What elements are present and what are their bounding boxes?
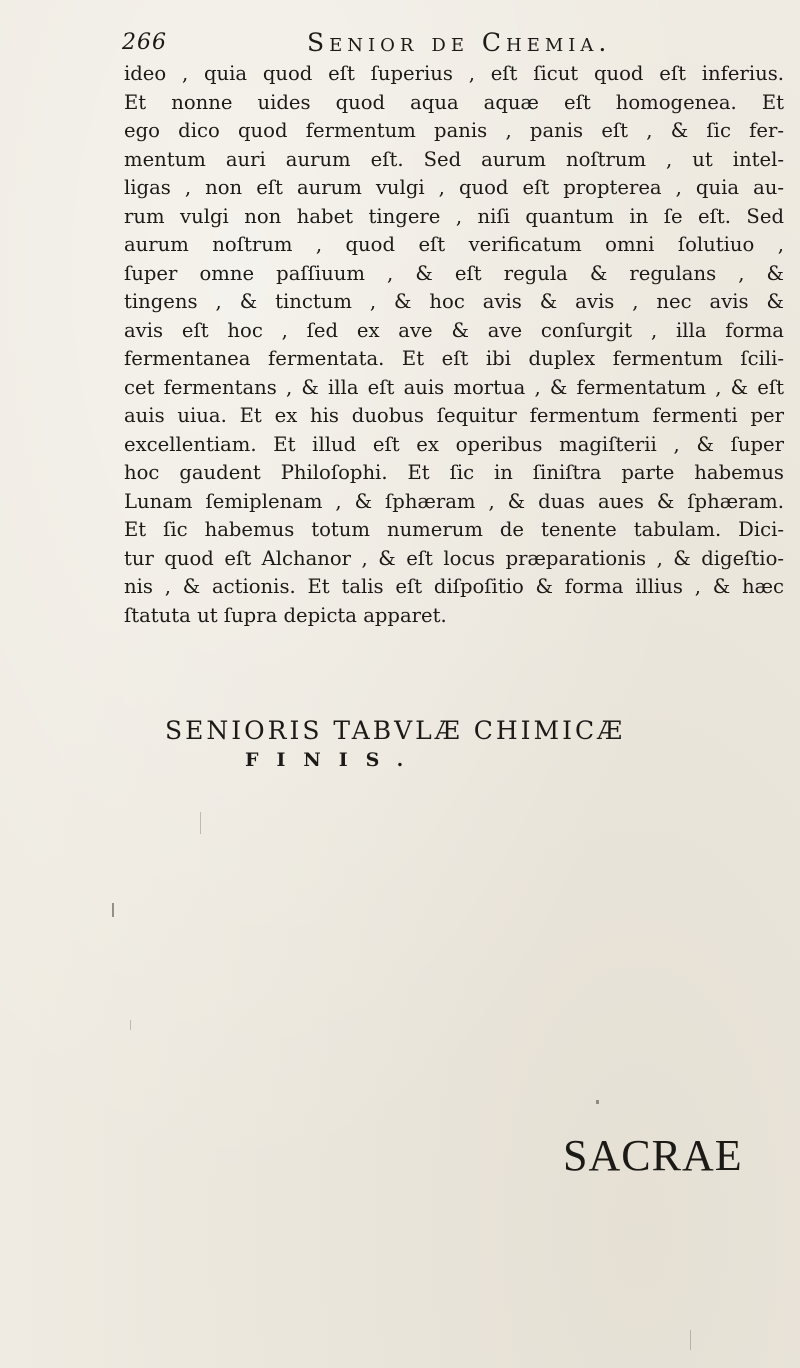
text-line: ſtatuta ut ſupra depicta apparet.	[124, 603, 447, 627]
text-line: ideo , quia quod eſt ſuperius , eſt ſicut quod eſt inferius.	[124, 62, 784, 85]
running-head	[122, 28, 782, 64]
paper-speck	[130, 1020, 131, 1030]
text-line: ſuper omne paſſiuum , & eſt regula & regulans , &	[124, 261, 784, 285]
colophon-title: SENIORIS TABVLÆ CHIMICÆ	[165, 716, 626, 745]
body-text	[124, 60, 784, 630]
text-line: auis uiua. Et ex his duobus ſequitur fermentum fermenti per	[124, 404, 784, 427]
text-line: hoc gaudent Philoſophi. Et ſic in ſiniſtra parte habemus	[124, 461, 784, 484]
colophon-finis: FINIS.	[245, 749, 422, 771]
paper-speck	[596, 1100, 599, 1104]
text-line: aurum noſtrum , quod eſt verificatum omni ſolutiuo ,	[124, 233, 784, 256]
page-number: 266	[122, 30, 167, 55]
text-line: ego dico quod fermentum panis , panis eſt , & ſic fer-	[124, 119, 784, 142]
running-title: Senior de Chemia.	[307, 28, 612, 57]
text-line: mentum auri aurum eſt. Sed aurum noſtrum , ut intel-	[124, 147, 784, 171]
text-line: cet fermentans , & illa eſt auis mortua , & fermentatum , & eſt	[124, 375, 784, 399]
paper-speck	[690, 1330, 691, 1350]
text-line: ligas , non eſt aurum vulgi , quod eſt propterea , quia au-	[124, 176, 784, 199]
text-line: nis , & actionis. Et talis eſt diſpoſitio & forma illius , & hæc	[124, 575, 784, 598]
text-line: Lunam ſemiplenam , & ſphæram , & duas aues & ſphæram.	[124, 489, 784, 513]
text-line: avis eſt hoc , ſed ex ave & ave conſurgit , illa forma	[124, 318, 784, 342]
paper-speck	[112, 903, 114, 917]
catchword: SACRAE	[563, 1131, 743, 1180]
text-line: fermentanea fermentata. Et eſt ibi duplex fermentum ſcili-	[124, 347, 784, 370]
paper-speck	[200, 812, 201, 834]
text-line: tur quod eſt Alchanor , & eſt locus præparationis , & digeſtio-	[124, 546, 784, 570]
text-line: excellentiam. Et illud eſt ex operibus magiſterii , & ſuper	[124, 432, 784, 456]
text-line: rum vulgi non habet tingere , niſi quantum in ſe eſt. Sed	[124, 204, 784, 228]
text-line: Et nonne uides quod aqua aquæ eſt homogenea. Et	[124, 90, 784, 114]
text-line: tingens , & tinctum , & hoc avis & avis , nec avis &	[124, 290, 784, 313]
text-line: Et ſic habemus totum numerum de tenente tabulam. Dici-	[124, 518, 784, 541]
